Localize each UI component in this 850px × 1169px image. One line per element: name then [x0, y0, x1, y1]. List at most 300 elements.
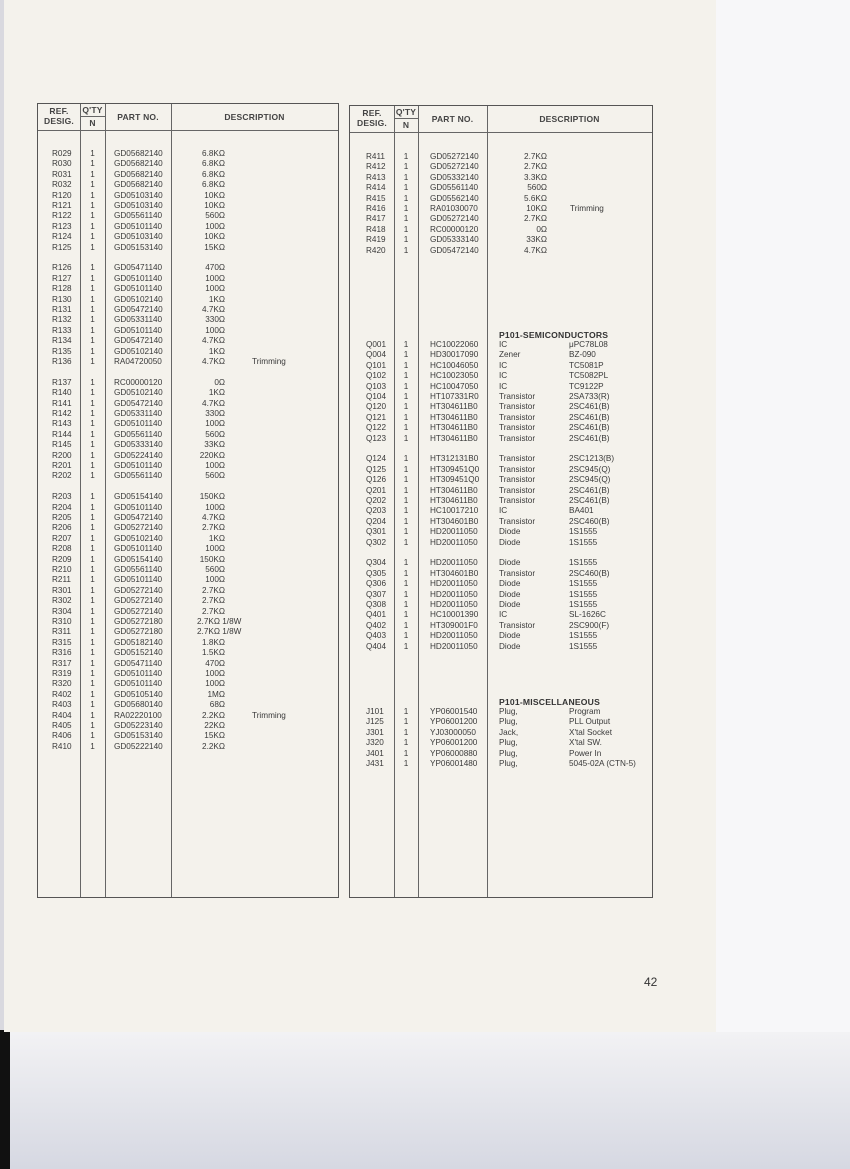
description-note: Trimming [252, 710, 286, 720]
description-value: 1S1555 [569, 558, 598, 568]
table-row [38, 191, 338, 201]
ref-designator: R316 [52, 648, 72, 658]
ref-designator: R134 [52, 336, 72, 346]
description-value: 68Ω [209, 700, 225, 710]
quantity: 1 [90, 471, 95, 481]
quantity: 1 [403, 152, 409, 161]
parts-table-left [37, 103, 339, 898]
table-row [38, 513, 338, 523]
table-row [350, 558, 652, 568]
description-value: 2SC461(B) [569, 412, 610, 422]
part-number: GD05101140 [114, 325, 163, 335]
description-value: 1S1555 [569, 537, 598, 547]
quantity: 1 [403, 759, 409, 768]
component-type: Transistor [499, 412, 536, 422]
ref-designator: Q001 [366, 340, 387, 349]
description-value: 4.7KΩ [202, 336, 225, 346]
quantity: 1 [90, 169, 95, 179]
component-type: Diode [499, 537, 521, 547]
table-row [38, 731, 338, 741]
description-value: 560Ω [205, 471, 225, 481]
table-row [38, 575, 338, 585]
part-number: GD05101140 [114, 461, 163, 470]
ref-designator: Q301 [366, 527, 387, 537]
description-value: 6.8KΩ [202, 149, 225, 158]
quantity: 1 [403, 568, 409, 578]
quantity: 1 [90, 544, 95, 554]
part-number: YP06001200 [430, 717, 478, 727]
quantity: 1 [90, 159, 95, 169]
table-row [38, 742, 338, 752]
table-row [38, 305, 338, 315]
ref-designator: Q104 [366, 392, 387, 401]
description-value: 100Ω [205, 669, 225, 678]
description-value: 10KΩ [204, 201, 225, 210]
part-number: GD05561140 [114, 211, 163, 221]
document-page [4, 0, 716, 1032]
description-value: 2SA733(R) [569, 392, 610, 401]
table-row [38, 378, 338, 388]
description-value: 2.7KΩ 1/8W [197, 617, 242, 626]
part-number: YP06001540 [430, 707, 478, 716]
table-row [38, 627, 338, 637]
table-row [38, 461, 338, 471]
description-value: TC9122P [569, 381, 604, 391]
quantity: 1 [403, 412, 409, 422]
table-row [350, 496, 652, 506]
part-number: GD05152140 [114, 648, 163, 658]
component-type: Zener [499, 350, 521, 360]
table-row [38, 523, 338, 533]
table-row [38, 451, 338, 461]
quantity: 1 [403, 371, 409, 381]
table-row [350, 738, 652, 748]
table-row [38, 430, 338, 440]
table-row [38, 617, 338, 627]
description-value: 10KΩ [204, 232, 225, 242]
part-number: GD05222140 [114, 741, 163, 751]
description-value: 2SC461(B) [569, 496, 610, 505]
part-number: HD20011050 [430, 579, 478, 589]
quantity: 1 [403, 748, 409, 758]
description-value: TC5081P [569, 360, 604, 370]
ref-designator: R208 [52, 544, 72, 554]
description-value: 470Ω [205, 263, 225, 273]
table-row [350, 631, 652, 641]
ref-designator: Q201 [366, 485, 387, 495]
description-value: 330Ω [205, 409, 225, 418]
part-number: GD05101140 [114, 544, 163, 554]
quantity: 1 [403, 631, 409, 641]
part-number: GD05561140 [114, 565, 163, 574]
part-number: HT304601B0 [430, 516, 479, 526]
table-row [350, 371, 652, 381]
part-number: HT309001F0 [430, 620, 478, 630]
table-row [38, 555, 338, 565]
ref-designator: R302 [52, 596, 72, 606]
part-number: GD05272140 [114, 523, 163, 533]
table-row [350, 225, 652, 235]
component-type: IC [499, 381, 508, 391]
part-number: GD05331140 [114, 409, 163, 418]
description-value: 100Ω [205, 325, 225, 335]
description-value: μPC78L08 [569, 340, 608, 349]
description-value: BA401 [569, 506, 594, 516]
description-value: 2.7KΩ [202, 606, 225, 616]
quantity: 1 [90, 325, 95, 335]
description-value: 100Ω [205, 502, 225, 512]
description-value: 100Ω [205, 273, 225, 283]
table-row [350, 350, 652, 360]
quantity: 1 [403, 402, 409, 412]
ref-designator: R126 [52, 263, 72, 273]
quantity: 1 [403, 392, 409, 401]
table-row [38, 659, 338, 669]
ref-designator: Q102 [366, 371, 387, 381]
part-number: GD05272140 [114, 606, 163, 616]
part-number: HD20011050 [430, 641, 478, 651]
component-type: Diode [499, 527, 521, 537]
header-qty-n: N [402, 120, 410, 130]
ref-designator: Q121 [366, 412, 387, 422]
quantity: 1 [90, 606, 95, 616]
quantity: 1 [90, 679, 95, 689]
quantity: 1 [90, 502, 95, 512]
table-row [350, 486, 652, 496]
table-row [38, 149, 338, 159]
part-number: GD05103140 [114, 232, 163, 242]
description-value: 1KΩ [208, 346, 225, 356]
ref-designator: J101 [366, 707, 384, 716]
description-value: 4.7KΩ [202, 513, 225, 522]
description-value: 100Ω [205, 575, 225, 585]
ref-designator: R145 [52, 440, 72, 450]
ref-designator: R120 [52, 190, 72, 200]
header-qty-n: N [89, 118, 96, 128]
part-number: GD05272140 [114, 585, 163, 595]
ref-designator: R130 [52, 294, 72, 304]
table-row [38, 503, 338, 513]
part-number: YJ03000050 [430, 727, 476, 737]
part-number: GD05682140 [114, 169, 163, 179]
quantity: 1 [403, 527, 409, 537]
component-type: IC [499, 360, 508, 370]
description-value: SL-1626C [569, 610, 606, 620]
table-row [38, 419, 338, 429]
ref-designator: Q404 [366, 641, 387, 651]
description-value: 100Ω [205, 419, 225, 429]
quantity: 1 [90, 305, 95, 314]
ref-designator: R412 [366, 162, 386, 172]
table-row [38, 263, 338, 273]
table-row [38, 690, 338, 700]
quantity: 1 [403, 641, 409, 651]
part-number: HT107331R0 [430, 392, 479, 401]
quantity: 1 [403, 738, 409, 748]
table-row [350, 382, 652, 392]
quantity: 1 [90, 149, 95, 158]
part-number: GD05471140 [114, 263, 163, 273]
description-value: 560Ω [205, 429, 225, 439]
part-number: GD05102140 [114, 346, 163, 356]
ref-designator: Q401 [366, 610, 387, 620]
part-number: HC10023050 [430, 371, 479, 381]
part-number: GD05333140 [430, 235, 479, 245]
ref-designator: Q125 [366, 464, 387, 474]
ref-designator: R125 [52, 242, 72, 252]
part-number: HD30017090 [430, 350, 479, 360]
component-type: Transistor [499, 423, 536, 433]
description-value: 150KΩ [199, 492, 225, 502]
table-row [350, 610, 652, 620]
description-value: 2.7KΩ [202, 523, 225, 533]
table-row [38, 700, 338, 710]
description-value: Power In [569, 748, 602, 758]
ref-designator: R410 [52, 741, 72, 751]
part-number: HT304601B0 [430, 568, 479, 578]
ref-designator: R310 [52, 617, 72, 626]
header-ref-desig: REF. DESIG. [43, 106, 74, 126]
component-type: Diode [499, 579, 521, 589]
part-number: HT304611B0 [430, 423, 478, 433]
ref-designator: Q307 [366, 589, 387, 599]
part-number: GD05472140 [430, 245, 479, 255]
description-value: 2SC1213(B) [569, 454, 615, 464]
part-number: HD20011050 [430, 537, 478, 547]
quantity: 1 [90, 689, 95, 699]
quantity: 1 [403, 235, 409, 245]
description-value: 2.2KΩ [202, 741, 225, 751]
component-type: Diode [499, 641, 521, 651]
component-type: IC [499, 610, 508, 620]
ref-designator: R206 [52, 523, 72, 533]
ref-designator: Q302 [366, 537, 387, 547]
table-row [350, 517, 652, 527]
table-row [38, 211, 338, 221]
description-value: 2.2KΩ [202, 710, 225, 720]
quantity: 1 [90, 419, 95, 429]
ref-designator: R301 [52, 585, 72, 595]
description-value: 2SC945(Q) [569, 475, 611, 485]
quantity: 1 [90, 585, 95, 595]
table-row [350, 434, 652, 444]
description-value: 560Ω [205, 211, 225, 221]
quantity: 1 [90, 201, 95, 210]
description-value: 2SC461(B) [569, 402, 610, 412]
ref-designator: R405 [52, 721, 72, 730]
table-row [350, 527, 652, 537]
ref-designator: R128 [52, 284, 72, 294]
ref-designator: R141 [52, 398, 72, 408]
quantity: 1 [403, 727, 409, 737]
quantity: 1 [90, 731, 95, 741]
component-type: Transistor [499, 454, 536, 464]
ref-designator: Q004 [366, 350, 387, 360]
description-value: 1S1555 [569, 589, 598, 599]
part-number: GD05101140 [114, 679, 163, 689]
description-value: 1S1555 [569, 641, 598, 651]
ref-designator: R404 [52, 710, 72, 720]
part-number: GD05101140 [114, 221, 163, 231]
description-note: Trimming [570, 204, 604, 213]
ref-designator: R127 [52, 273, 72, 283]
quantity: 1 [403, 214, 409, 224]
description-value: 220KΩ [199, 450, 225, 460]
description-value: 1KΩ [208, 388, 225, 398]
table-row [350, 579, 652, 589]
part-number: GD05223140 [114, 721, 163, 730]
description-value: 2SC945(Q) [569, 464, 611, 474]
description-value: 1KΩ [208, 294, 225, 304]
quantity: 1 [90, 180, 95, 190]
quantity: 1 [403, 340, 409, 349]
table-row [350, 204, 652, 214]
description-value: X'tal Socket [569, 727, 612, 737]
table-row [38, 159, 338, 169]
section-title-miscellaneous: P101-MISCELLANEOUS [499, 697, 601, 707]
ref-designator: J125 [366, 717, 384, 727]
table-row [350, 569, 652, 579]
table-row [38, 336, 338, 346]
component-type: Plug, [499, 707, 518, 716]
part-number: HT304611B0 [430, 433, 478, 443]
ref-designator: Q123 [366, 433, 387, 443]
table-row [350, 423, 652, 433]
table-row [38, 648, 338, 658]
part-number: GD05101140 [114, 284, 163, 294]
table-row [350, 506, 652, 516]
ref-designator: R320 [52, 679, 72, 689]
part-number: HT304611B0 [430, 412, 478, 422]
part-number: GD05224140 [114, 450, 163, 460]
quantity: 1 [90, 596, 95, 606]
part-number: GD05272180 [114, 627, 163, 637]
table-row [350, 235, 652, 245]
part-number: GD05561140 [114, 429, 163, 439]
table-row [38, 492, 338, 502]
ref-designator: R143 [52, 419, 72, 429]
quantity: 1 [90, 242, 95, 252]
quantity: 1 [90, 721, 95, 730]
table-row [38, 315, 338, 325]
ref-designator: R201 [52, 461, 72, 470]
part-number: HC10017210 [430, 506, 479, 516]
part-number: YP06001200 [430, 738, 478, 748]
quantity: 1 [90, 533, 95, 543]
description-value: 5.6KΩ [524, 193, 547, 203]
description-value: 1.8KΩ [202, 637, 225, 647]
table-row [38, 284, 338, 294]
description-value: 470Ω [205, 658, 225, 668]
description-value: 0Ω [536, 224, 547, 234]
part-number: GD05332140 [430, 172, 479, 182]
page-number: 42 [644, 975, 658, 989]
table-row [350, 465, 652, 475]
quantity: 1 [90, 617, 95, 626]
quantity: 1 [90, 637, 95, 647]
quantity: 1 [403, 717, 409, 727]
component-type: Transistor [499, 485, 536, 495]
ref-designator: R132 [52, 315, 72, 325]
quantity: 1 [90, 440, 95, 450]
table-row [38, 607, 338, 617]
component-type: IC [499, 506, 508, 516]
part-number: GD05561140 [430, 183, 479, 193]
table-row [350, 759, 652, 769]
table-row [350, 749, 652, 759]
ref-designator: Q202 [366, 496, 387, 505]
description-value: 4.7KΩ [202, 398, 225, 408]
quantity: 1 [90, 461, 95, 470]
table-row [350, 454, 652, 464]
part-number: GD05331140 [114, 315, 163, 325]
part-number: RA04720050 [114, 357, 162, 366]
description-value: 100Ω [205, 544, 225, 554]
table-row [38, 274, 338, 284]
part-number: HT304611B0 [430, 485, 478, 495]
ref-designator: R402 [52, 689, 72, 699]
quantity: 1 [90, 284, 95, 294]
header-qty: Q'TY [395, 107, 417, 117]
description-value: 330Ω [205, 315, 225, 325]
ref-designator: R420 [366, 245, 386, 255]
quantity: 1 [403, 589, 409, 599]
ref-designator: R137 [52, 377, 72, 387]
description-value: 6.8KΩ [202, 180, 225, 190]
ref-designator: R124 [52, 232, 72, 242]
quantity: 1 [403, 224, 409, 234]
ref-designator: J320 [366, 738, 384, 748]
part-number: GD05182140 [114, 637, 163, 647]
part-number: GD05682140 [114, 149, 163, 158]
ref-designator: R121 [52, 201, 72, 210]
quantity: 1 [403, 496, 409, 505]
scanner-bed [10, 1032, 850, 1169]
ref-designator: R311 [52, 627, 71, 637]
part-number: HT304611B0 [430, 402, 478, 412]
part-number: RC00000120 [114, 377, 163, 387]
table-row [38, 534, 338, 544]
description-value: 150KΩ [199, 554, 225, 564]
description-note: Trimming [252, 357, 286, 366]
quantity: 1 [90, 388, 95, 398]
table-row [38, 586, 338, 596]
ref-designator: Q403 [366, 631, 387, 641]
quantity: 1 [90, 627, 95, 637]
table-row [38, 232, 338, 242]
quantity: 1 [90, 315, 95, 325]
part-number: HT309451Q0 [430, 464, 480, 474]
ref-designator: R032 [52, 180, 72, 190]
table-row [350, 162, 652, 172]
ref-designator: Q120 [366, 402, 387, 412]
header-ref-desig: REF. DESIG. [356, 108, 387, 128]
description-value: 22KΩ [204, 721, 225, 730]
component-type: Transistor [499, 392, 536, 401]
part-number: GD05272140 [430, 152, 479, 161]
ref-designator: R415 [366, 193, 386, 203]
description-value: 10KΩ [526, 204, 547, 213]
component-type: Transistor [499, 496, 536, 505]
table-row [350, 475, 652, 485]
quantity: 1 [90, 669, 95, 678]
quantity: 1 [403, 620, 409, 630]
table-row [350, 402, 652, 412]
component-type: IC [499, 371, 508, 381]
part-number: GD05333140 [114, 440, 163, 450]
table-row [350, 728, 652, 738]
ref-designator: R411 [366, 152, 385, 161]
